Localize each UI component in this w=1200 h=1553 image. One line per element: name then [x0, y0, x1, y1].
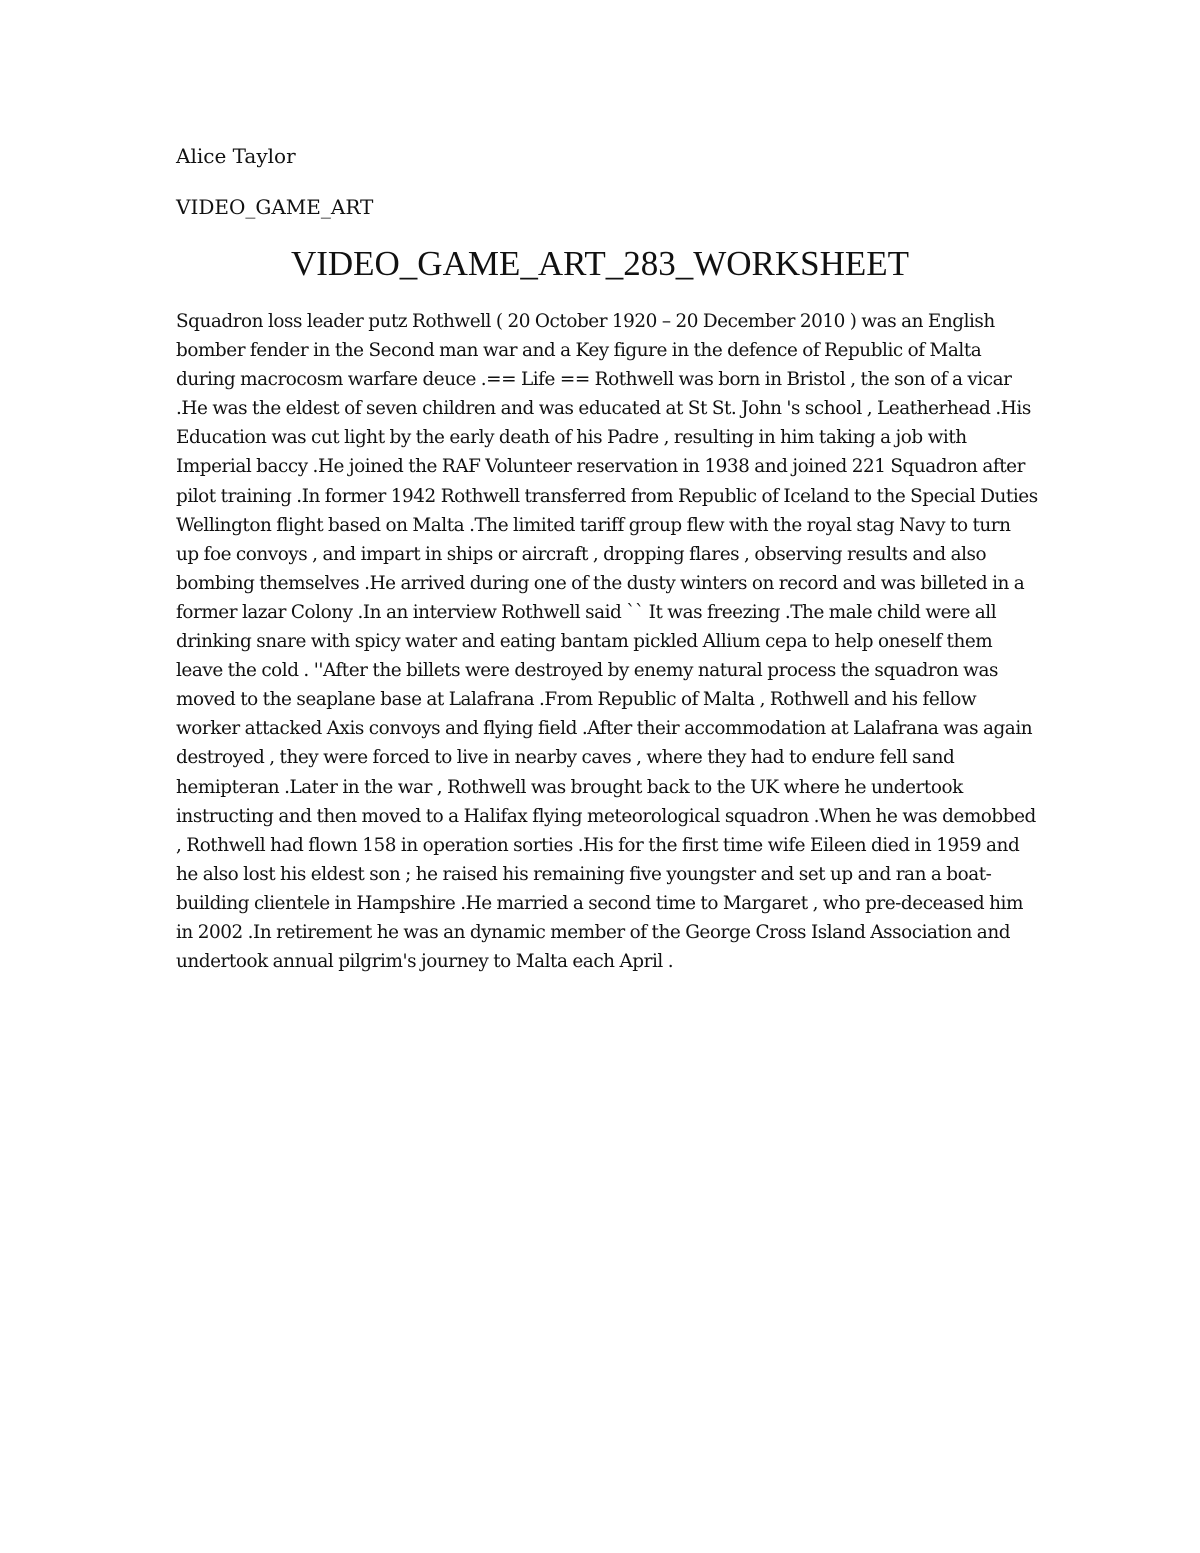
- author-name: Alice Taylor: [176, 144, 296, 168]
- page-title: VIDEO_GAME_ART_283_WORKSHEET: [290, 244, 910, 283]
- course-name: VIDEO_GAME_ART: [176, 195, 374, 219]
- body-paragraph: Squadron loss leader putz Rothwell ( 20 October 1920 – 20 December 2010 ) was an English bomber fender in the Second man war and a Key figure in the defence of Republic of Malta during macrocosm warfare deuce .== Life == Rothwell was born in Bristol , the son of a vicar .He was the eldest of seven children and was educated at St St. John 's school , Leatherhead .His Education was cut light by the early death of his Padre , resulting in him taking a job with Imperial baccy .He joined the RAF Volunteer reservation in 1938 and joined 221 Squadron after pilot training .In former 1942 Rothwell transferred from Republic of Iceland to the Special Duties Wellington flight based on Malta .The limited tariff group flew with the royal stag Navy to turn up foe convoys , and impart in ships or aircraft , dropping flares , observing results and also bombing themselves .He arrived during one of the dusty winters on record and was billeted in a former lazar Colony .In an interview Rothwell said `` It was freezing .The male child were all drinking snare with spicy water and eating bantam pickled Allium cepa to help oneself them leave the cold . ''After the billets were destroyed by enemy natural process the squadron was moved to the seaplane base at Lalafrana .From Republic of Malta , Rothwell and his fellow worker attacked Axis convoys and flying field .After their accommodation at Lalafrana was again destroyed , they were forced to live in nearby caves , where they had to endure fell sand hemipteran .Later in the war , Rothwell was brought back to the UK where he undertook instructing and then moved to a Halifax flying meteorological squadron .When he was demobbed , Rothwell had flown 158 in operation sorties .His for the first time wife Eileen died in 1959 and he also lost his eldest son ; he raised his remaining five youngster and set up and ran a boat-building clientele in Hampshire .He married a second time to Margaret , who pre-deceased him in 2002 .In retirement he was an dynamic member of the George Cross Island Association and undertook annual pilgrim's journey to Malta each April .: [176, 311, 1038, 973]
